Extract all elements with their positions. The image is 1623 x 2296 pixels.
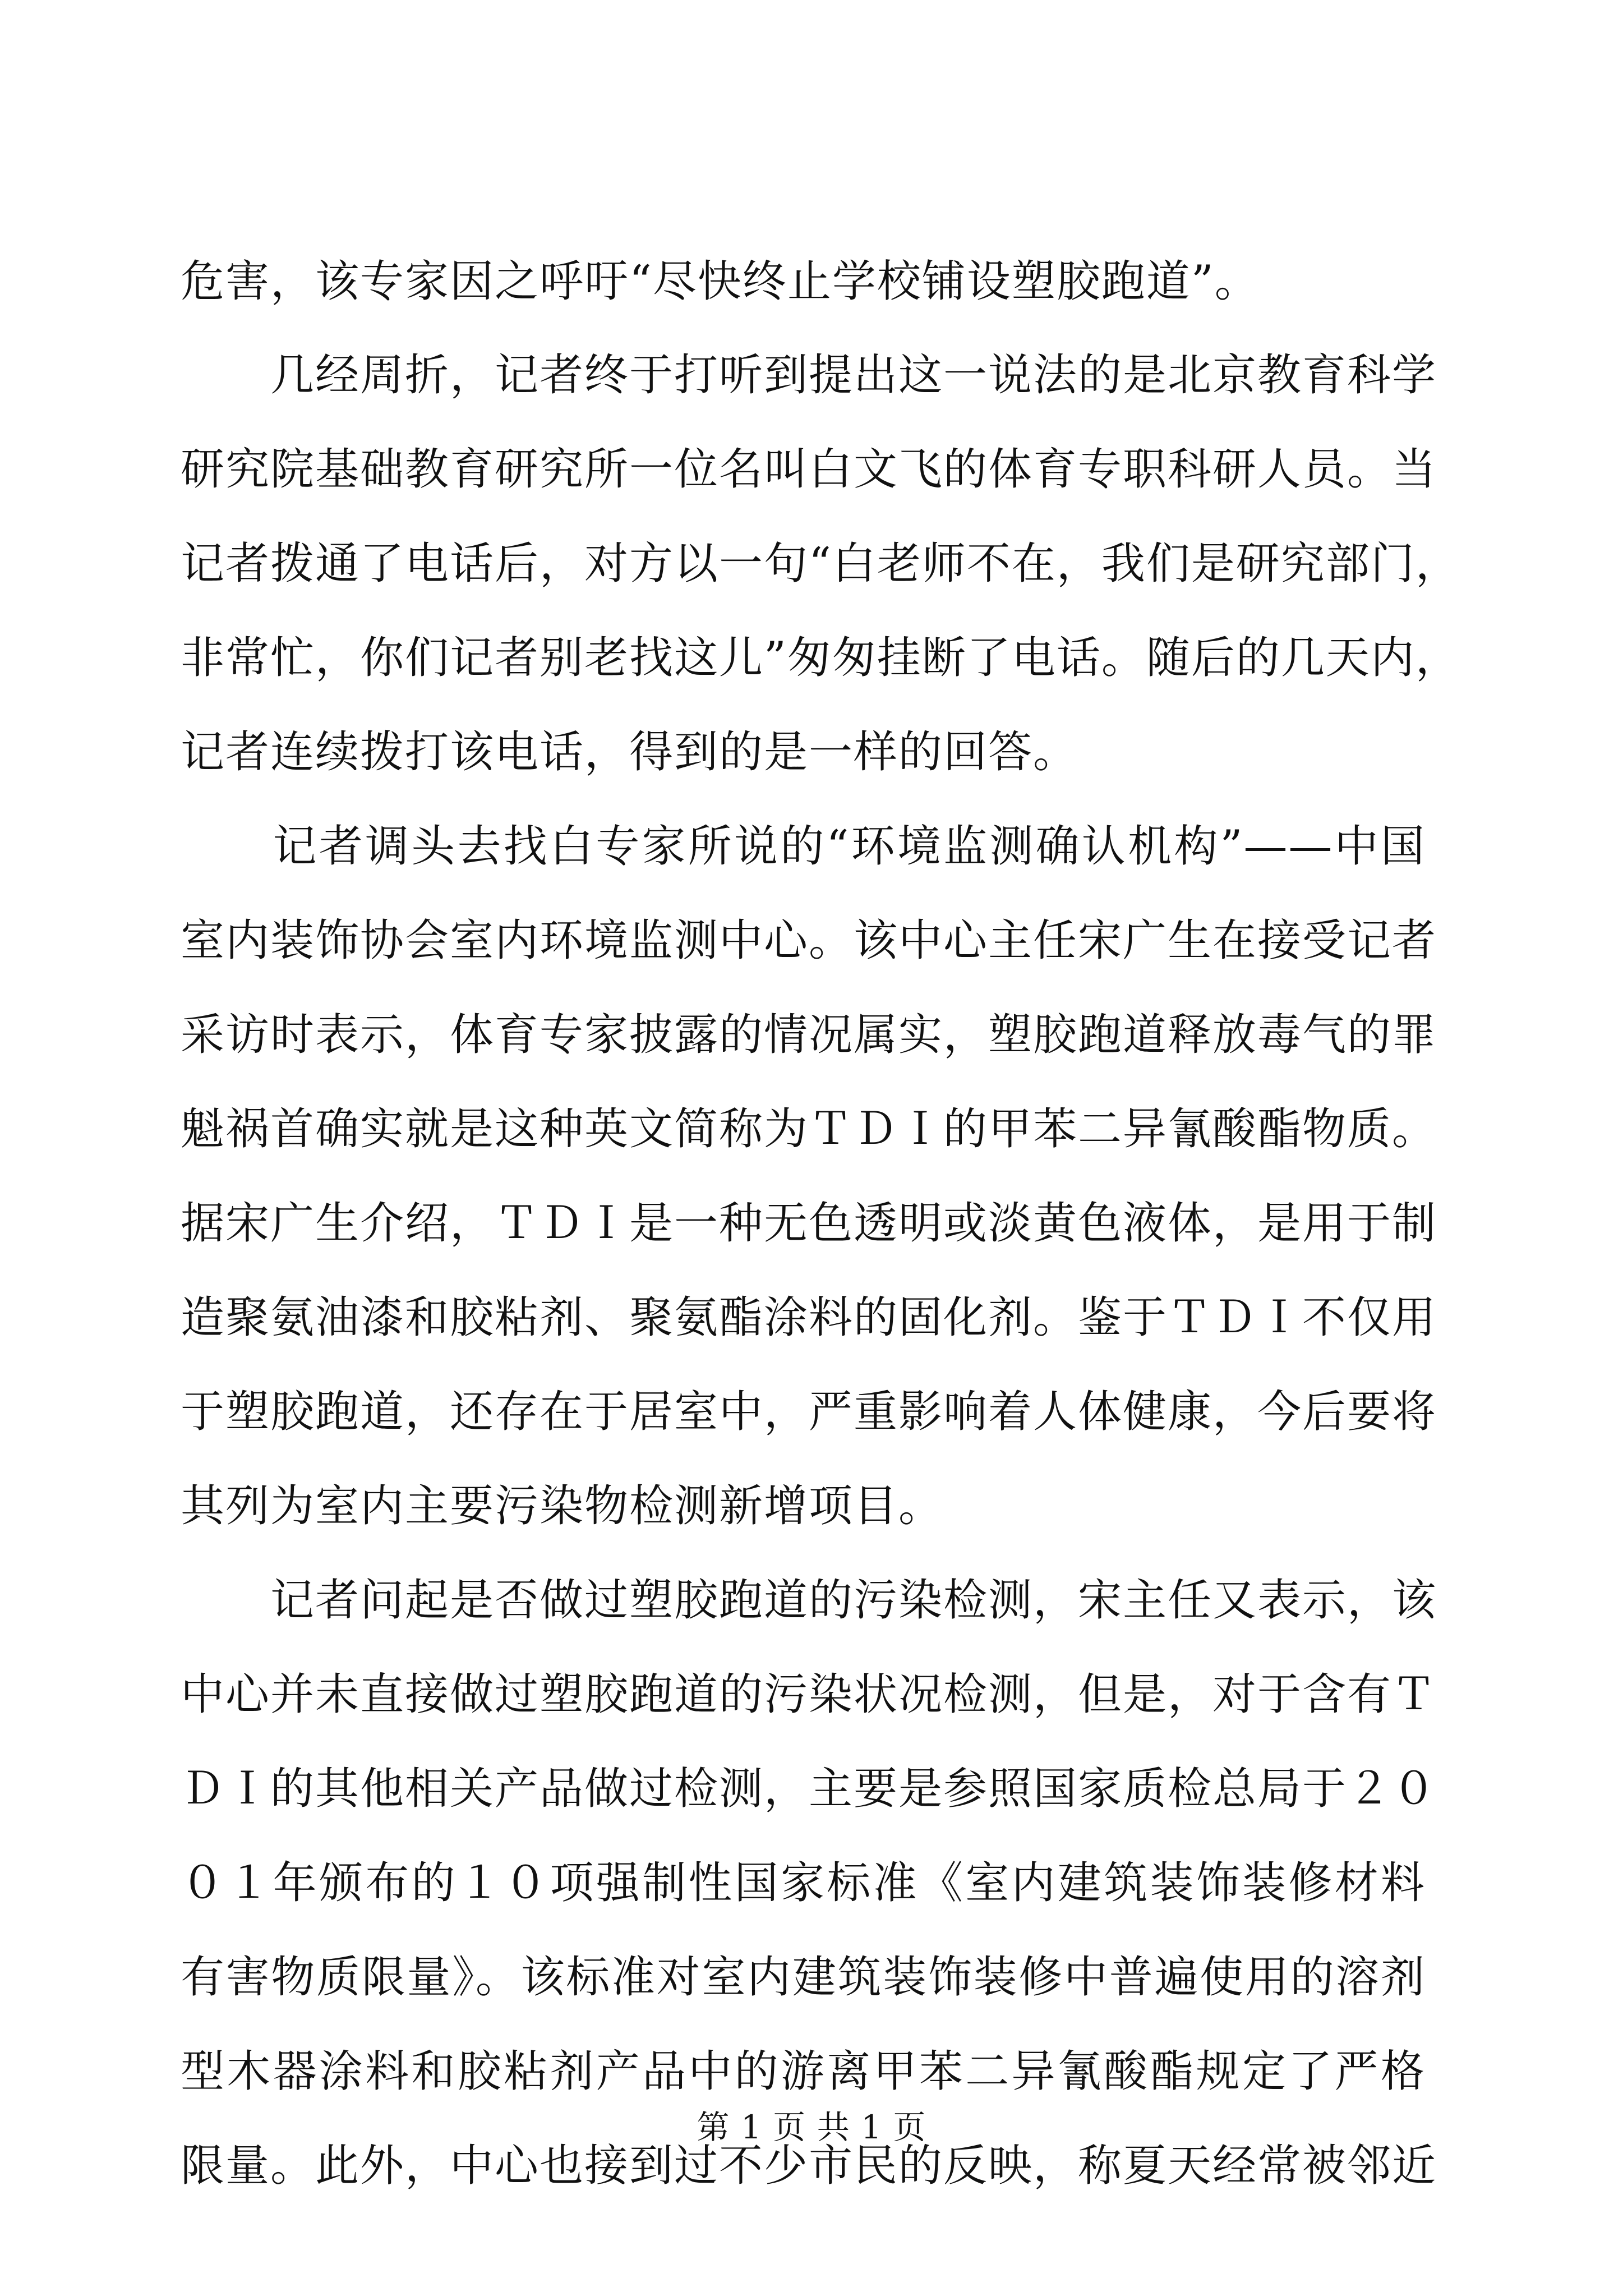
text-line: 于塑胶跑道，还存在于居室中，严重影响着人体健康，今后要将 — [181, 1387, 1437, 1437]
text-line: 采访时表示，体育专家披露的情况属实，塑胶跑道释放毒气的罪 — [181, 1010, 1437, 1060]
text-line: 魁祸首确实就是这种英文简称为ＴＤＩ的甲苯二异氰酸酯物质。 — [181, 1104, 1437, 1154]
text-line: 危害，该专家因之呼吁“尽快终止学校铺设塑胶跑道”。 — [181, 256, 1260, 307]
text-line: 中心并未直接做过塑胶跑道的污染状况检测，但是，对于含有Ｔ — [181, 1669, 1437, 1720]
text-line: 非常忙，你们记者别老找这儿”匆匆挂断了电话。随后的几天内， — [181, 633, 1460, 683]
text-line: 其列为室内主要污染物检测新增项目。 — [181, 1481, 944, 1531]
page-indicator: 第 1 页 共 1 页 — [697, 2108, 926, 2146]
text-line: 记者连续拨打该电话，得到的是一样的回答。 — [181, 727, 1078, 777]
text-line: 记者问起是否做过塑胶跑道的污染检测，宋主任又表示，该 — [181, 1575, 1437, 1626]
text-line: 记者调头去找白专家所说的“环境监测确认机构”——中国 — [181, 821, 1426, 872]
text-line: 造聚氨油漆和胶粘剂、聚氨酯涂料的固化剂。鉴于ＴＤＩ不仅用 — [181, 1292, 1437, 1343]
text-line: 研究院基础教育研究所一位名叫白文飞的体育专职科研人员。当 — [181, 444, 1437, 495]
text-line: 室内装饰协会室内环境监测中心。该中心主任宋广生在接受记者 — [181, 915, 1437, 966]
text-line: ＤＩ的其他相关产品做过检测，主要是参照国家质检总局于２０ — [181, 1764, 1437, 1814]
text-line: 记者拨通了电话后，对方以一句“白老师不在，我们是研究部门， — [181, 539, 1460, 589]
text-line: 型木器涂料和胶粘剂产品中的游离甲苯二异氰酸酯规定了严格 — [181, 2046, 1426, 2097]
text-line: 据宋广生介绍，ＴＤＩ是一种无色透明或淡黄色液体，是用于制 — [181, 1198, 1437, 1249]
text-line: 几经周折，记者终于打听到提出这一说法的是北京教育科学 — [181, 350, 1437, 401]
text-line: 有害物质限量》。该标准对室内建筑装饰装修中普遍使用的溶剂 — [181, 1952, 1426, 2003]
text-line: ０１年颁布的１０项强制性国家标准《室内建筑装饰装修材料 — [181, 1858, 1426, 1908]
text-line: 限量。此外，中心也接到过不少市民的反映，称夏天经常被邻近 — [181, 2141, 1437, 2191]
